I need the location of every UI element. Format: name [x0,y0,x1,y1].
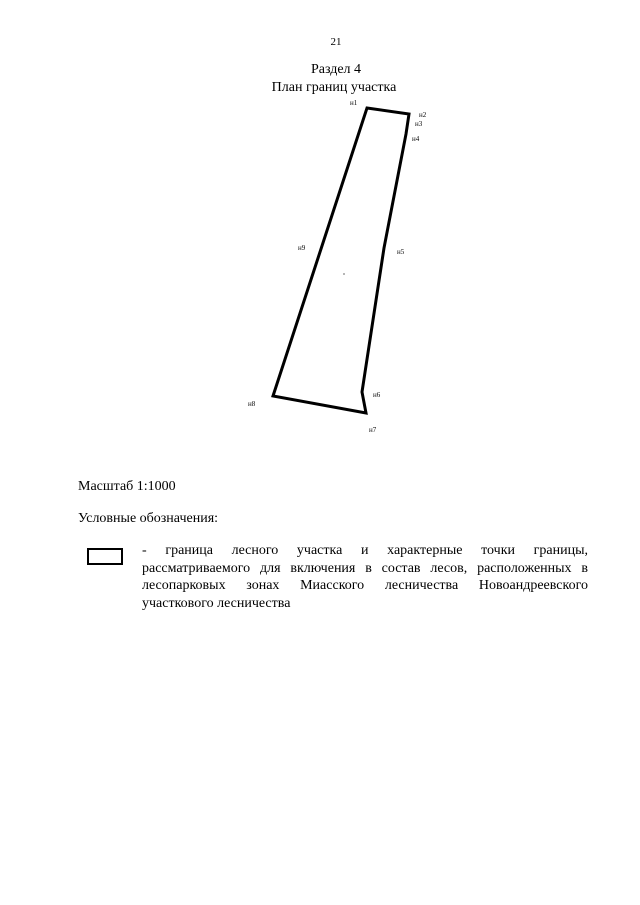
plot-boundary-polygon [273,108,409,413]
plan-title: План границ участка [271,80,397,95]
plot-center-dot [343,273,344,274]
page-number: 21 [330,36,342,48]
point-label-n1: н1 [350,99,358,107]
section-title: Раздел 4 [310,62,362,77]
point-label-n4: н4 [412,135,420,143]
point-label-n2: н2 [419,111,427,119]
point-label-n5: н5 [397,248,405,256]
scale-label: Масштаб 1:1000 [78,479,176,494]
point-label-n7: н7 [369,426,377,434]
point-label-n8: н8 [248,400,256,408]
legend-boundary-symbol [87,548,123,565]
point-label-n9: н9 [298,244,306,252]
point-label-n6: н6 [373,391,381,399]
point-label-n3: н3 [415,120,423,128]
legend-item-text: - граница лесного участка и характерные точки границы, рассматриваемого для включения в состав лесов, расположенных в лесопарковых зонах Миасского лесничества Новоандреевского участкового лесничества [142,543,588,611]
legend-heading: Условные обозначения: [78,511,219,526]
